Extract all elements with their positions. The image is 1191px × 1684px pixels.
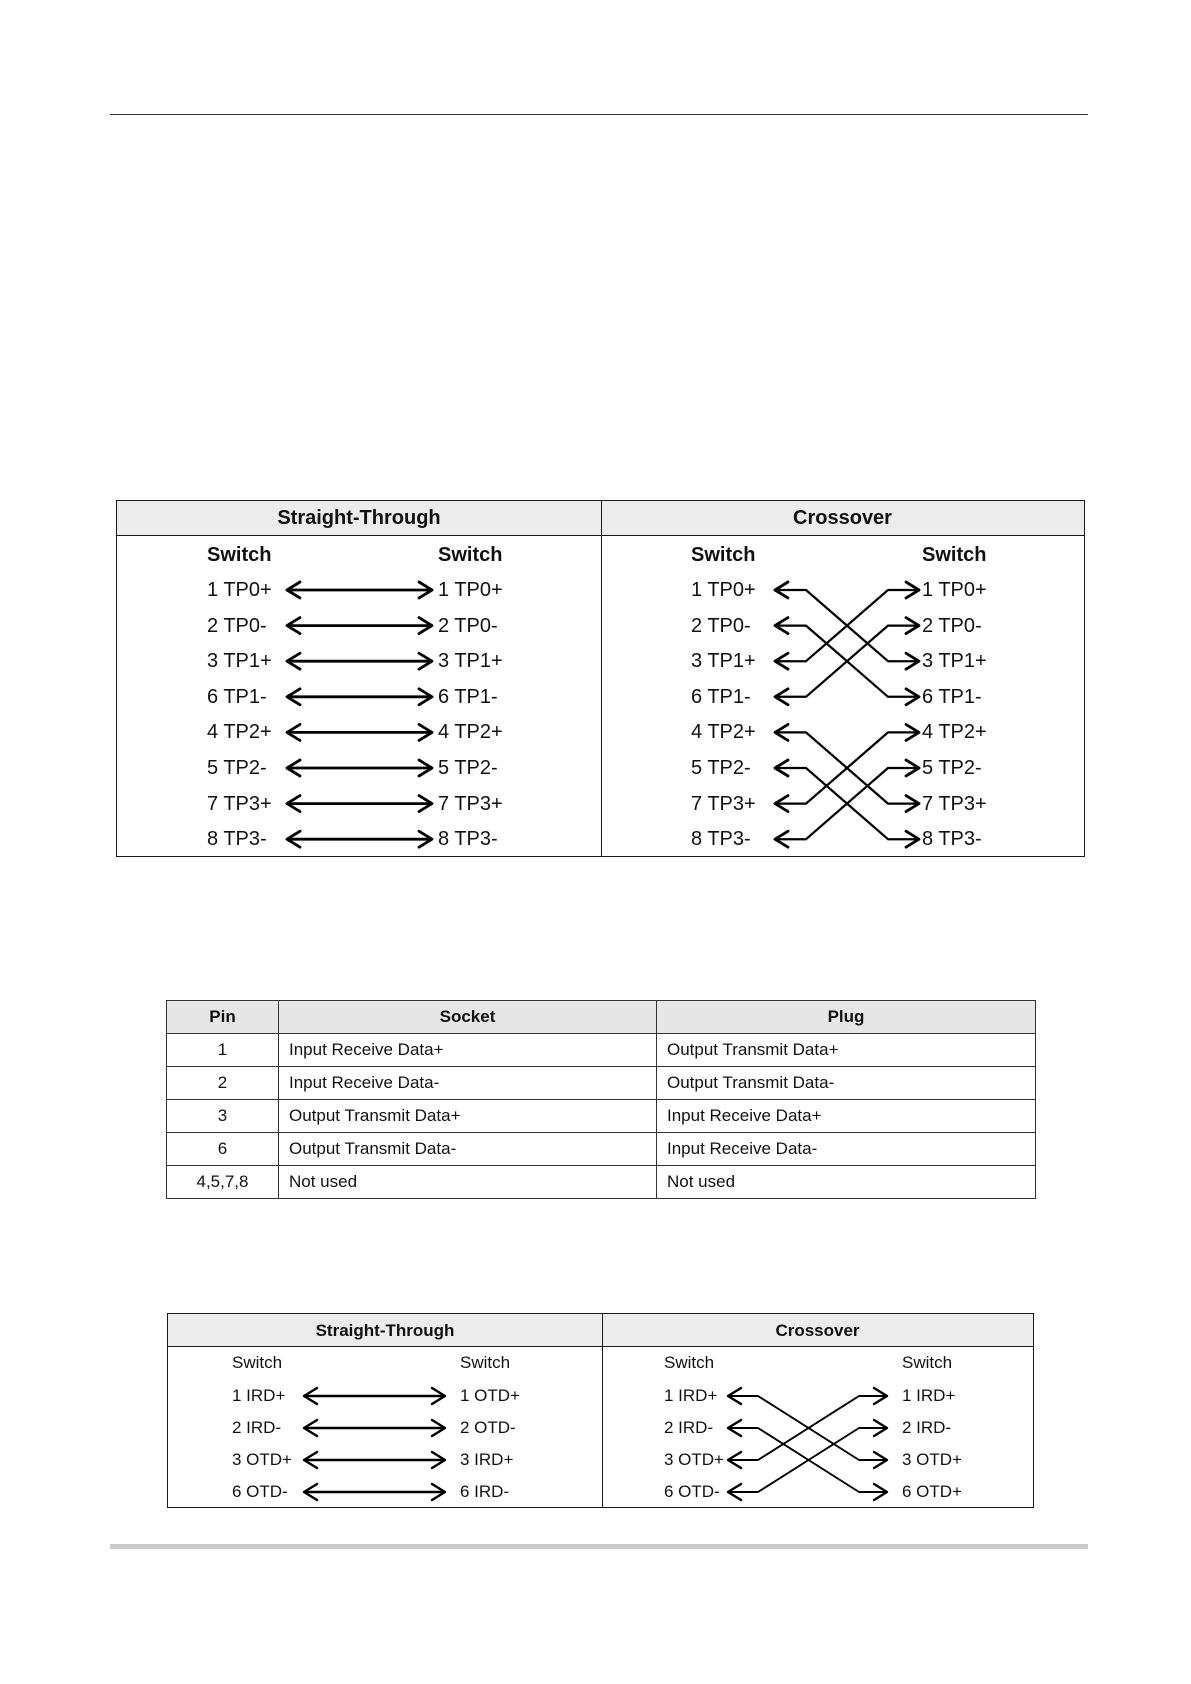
crossover-left-pin-label: 8 TP3- [691, 828, 751, 851]
crossover-left-pin-label: 6 OTD- [664, 1482, 720, 1501]
table-row [167, 1166, 1036, 1199]
plug-cell: Input Receive Data+ [657, 1100, 1036, 1133]
straight-left-pin-label: 2 IRD- [232, 1418, 282, 1437]
header-plug: Plug [657, 1001, 1036, 1034]
straight-right-pin-label: 6 IRD- [460, 1482, 510, 1501]
pin-assignment-table [166, 1000, 1036, 1199]
crossover-right-pin-label: 4 TP2+ [922, 721, 987, 744]
straight-right-pin-label: 2 TP0- [438, 614, 498, 637]
straight-right-pin-label: 1 OTD+ [460, 1386, 520, 1405]
straight-left-pin-label: 1 IRD+ [232, 1386, 286, 1405]
socket-cell: Input Receive Data+ [279, 1034, 657, 1067]
switch-label-straight-left: Switch [232, 1353, 283, 1372]
footer-rule [110, 1544, 1088, 1549]
crossover-right-pin-label: 7 TP3+ [922, 792, 987, 815]
straight-through-header: Straight-Through [168, 1314, 602, 1347]
straight-right-pin-label: 1 TP0+ [438, 579, 503, 601]
table-row [167, 1034, 1036, 1067]
socket-cell: Input Receive Data- [279, 1067, 657, 1100]
switch-label-crossover-right: Switch [922, 544, 987, 566]
straight-left-pin-label: 3 OTD+ [232, 1450, 292, 1469]
plug-cell: Input Receive Data- [657, 1133, 1036, 1166]
switch-label-straight-right: Switch [438, 544, 503, 566]
straight-right-pin-label: 4 TP2+ [438, 721, 503, 744]
crossover-right-pin-label: 1 IRD+ [902, 1386, 956, 1405]
crossover-right-pin-label: 8 TP3- [922, 828, 982, 851]
plug-cell: Output Transmit Data- [657, 1067, 1036, 1100]
straight-through-header: Straight-Through [117, 501, 601, 536]
crossover-left-pin-label: 3 OTD+ [664, 1450, 724, 1469]
straight-right-pin-label: 3 IRD+ [460, 1450, 514, 1469]
table-row [167, 1133, 1036, 1166]
socket-cell: Not used [279, 1166, 657, 1199]
ird-otd-wiring-diagram [167, 1313, 1034, 1508]
crossover-left-pin-label: 5 TP2- [691, 757, 751, 779]
header-pin: Pin [167, 1001, 279, 1034]
socket-cell: Output Transmit Data+ [279, 1100, 657, 1133]
crossover-left-pin-label: 1 TP0+ [691, 579, 756, 601]
straight-right-pin-label: 6 TP1- [438, 685, 498, 708]
straight-right-pin-label: 5 TP2- [438, 757, 498, 779]
crossover-left-pin-label: 7 TP3+ [691, 792, 756, 815]
straight-left-pin-label: 6 OTD- [232, 1482, 288, 1501]
crossover-right-pin-label: 2 TP0- [922, 614, 982, 637]
straight-right-pin-label: 7 TP3+ [438, 792, 503, 815]
header-socket: Socket [279, 1001, 657, 1034]
straight-left-pin-label: 1 TP0+ [207, 579, 272, 601]
crossover-left-pin-label: 1 IRD+ [664, 1386, 718, 1405]
straight-left-pin-label: 3 TP1+ [207, 650, 272, 673]
pin-cell: 6 [167, 1133, 279, 1166]
pin-cell: 1 [167, 1034, 279, 1067]
table-row [167, 1067, 1036, 1100]
straight-left-pin-label: 7 TP3+ [207, 792, 272, 815]
straight-left-pin-label: 4 TP2+ [207, 721, 272, 744]
straight-right-pin-label: 2 OTD- [460, 1418, 516, 1437]
crossover-left-pin-label: 2 IRD- [664, 1418, 714, 1437]
crossover-right-pin-label: 1 TP0+ [922, 579, 987, 601]
pin-cell: 3 [167, 1100, 279, 1133]
crossover-right-pin-label: 3 OTD+ [902, 1450, 962, 1469]
switch-label-crossover-right: Switch [902, 1353, 953, 1372]
crossover-header: Crossover [602, 1314, 1033, 1347]
column-divider [602, 1314, 603, 1507]
switch-label-crossover-left: Switch [664, 1353, 715, 1372]
plug-cell: Not used [657, 1166, 1036, 1199]
straight-right-pin-label: 8 TP3- [438, 828, 498, 851]
crossover-right-pin-label: 6 TP1- [922, 685, 982, 708]
crossover-header: Crossover [601, 501, 1084, 536]
column-divider [601, 501, 602, 856]
straight-left-pin-label: 5 TP2- [207, 757, 267, 779]
straight-left-pin-label: 2 TP0- [207, 614, 267, 637]
switch-label-straight-right: Switch [460, 1353, 511, 1372]
pin-cell: 4,5,7,8 [167, 1166, 279, 1199]
table-row [167, 1100, 1036, 1133]
socket-cell: Output Transmit Data- [279, 1133, 657, 1166]
crossover-left-pin-label: 2 TP0- [691, 614, 751, 637]
crossover-right-pin-label: 2 IRD- [902, 1418, 952, 1437]
pin-cell: 2 [167, 1067, 279, 1100]
plug-cell: Output Transmit Data+ [657, 1034, 1036, 1067]
header-rule [110, 114, 1088, 115]
crossover-right-pin-label: 5 TP2- [922, 757, 982, 779]
crossover-left-pin-label: 3 TP1+ [691, 650, 756, 673]
straight-left-pin-label: 8 TP3- [207, 828, 267, 851]
switch-label-crossover-left: Switch [691, 544, 756, 566]
crossover-right-pin-label: 6 OTD+ [902, 1482, 962, 1501]
straight-right-pin-label: 3 TP1+ [438, 650, 503, 673]
crossover-right-pin-label: 3 TP1+ [922, 650, 987, 673]
switch-label-straight-left: Switch [207, 544, 272, 566]
crossover-left-pin-label: 6 TP1- [691, 685, 751, 708]
straight-left-pin-label: 6 TP1- [207, 685, 267, 708]
crossover-left-pin-label: 4 TP2+ [691, 721, 756, 744]
table-header-row [167, 1001, 1036, 1034]
